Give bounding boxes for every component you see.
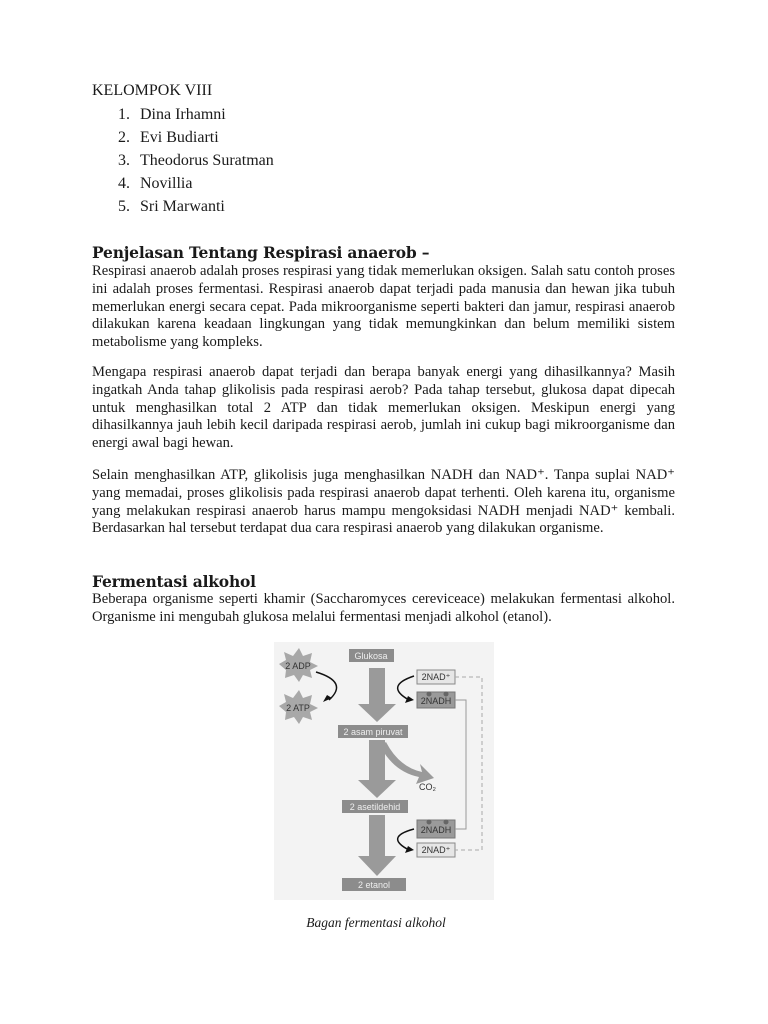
svg-text:Glukosa: Glukosa <box>354 651 388 661</box>
member-name: Theodorus Suratman <box>140 152 274 169</box>
glukosa-box <box>349 649 394 662</box>
nadh-top-box <box>417 692 455 709</box>
asetildehid-box <box>342 800 408 813</box>
list-item <box>118 151 274 174</box>
member-list <box>118 105 274 220</box>
member-name: Evi Budiarti <box>140 129 219 146</box>
svg-text:2NADH: 2NADH <box>420 825 452 835</box>
svg-text:2 etanol: 2 etanol <box>357 880 391 890</box>
paragraph: Beberapa organisme seperti khamir (Saccharomyces cereviceace) melakukan fermentasi alkohol. Organisme ini mengubah glukosa melalui fermentasi menjadi alkohol (etanol). <box>92 591 675 625</box>
svg-text:2 ADP: 2 ADP <box>285 661 311 671</box>
list-number: 4. <box>118 175 130 192</box>
svg-text:2 ATP: 2 ATP <box>286 703 310 713</box>
nadh-bottom-box <box>417 820 455 839</box>
svg-text:2 asam piruvat: 2 asam piruvat <box>343 727 403 737</box>
section-heading-fermentasi: Fermentasi alkohol <box>92 572 256 591</box>
list-item <box>118 174 274 197</box>
svg-text:2NAD⁺: 2NAD⁺ <box>421 672 451 682</box>
svg-text:2NADH: 2NADH <box>420 696 452 706</box>
member-name: Novillia <box>140 175 193 192</box>
list-number: 2. <box>118 129 130 146</box>
list-item <box>118 197 274 220</box>
paragraph: Mengapa respirasi anaerob dapat terjadi dan berapa banyak energi yang dihasilkannya? Masih ingatkah Anda tahap glikolisis pada respirasi aerob? Pada tahap tersebut, glukosa dapat dipecah untuk menghasilkan total 2 ATP dan tidak memerlukan oksigen. Meskipun energi yang dihasilkannya jauh lebih kecil daripada respirasi aerob, jumlah ini cukup bagi mikroorganisme dan energi awal bagi hewan. <box>92 364 675 452</box>
list-number: 5. <box>118 198 130 215</box>
list-item <box>118 105 274 128</box>
etanol-box <box>342 878 406 891</box>
list-number: 1. <box>118 106 130 123</box>
piruvat-box <box>338 725 408 738</box>
nad-top-box <box>417 670 455 684</box>
paragraph: Selain menghasilkan ATP, glikolisis juga menghasilkan NADH dan NAD⁺. Tanpa suplai NAD⁺ yang memadai, proses glikolisis pada respirasi anaerob dapat terhenti. Oleh karena itu, organisme yang melakukan respirasi anaerob harus mampu mengoksidasi NADH menjadi NAD⁺ kembali. Berdasarkan hal tersebut terdapat dua cara respirasi anaerob yang dilakukan organisme. <box>92 467 675 537</box>
group-title: KELOMPOK VIII <box>92 82 213 99</box>
fermentation-diagram <box>274 642 494 900</box>
svg-text:2NAD⁺: 2NAD⁺ <box>421 845 451 855</box>
member-name: Sri Marwanti <box>140 198 225 215</box>
paragraph: Respirasi anaerob adalah proses respirasi yang tidak memerlukan oksigen. Salah satu contoh proses ini adalah proses fermentasi. Respirasi anaerob dapat terjadi pada manusia dan hewan jika tubuh memerlukan energi secara cepat. Pada mikroorganisme seperti bakteri dan jamur, respirasi anaerob dilakukan karena keadaan lingkungan yang tidak memungkinkan dan belum memiliki sistem metabolisme yang kompleks. <box>92 263 675 351</box>
co2-label: CO₂ <box>419 782 436 792</box>
member-name: Dina Irhamni <box>140 106 226 123</box>
figure-caption: Bagan fermentasi alkohol <box>306 915 446 930</box>
svg-text:2 asetildehid: 2 asetildehid <box>349 802 401 812</box>
nad-bottom-box <box>417 843 455 857</box>
section-heading-anaerob: Penjelasan Tentang Respirasi anaerob – <box>92 243 430 262</box>
list-item <box>118 128 274 151</box>
list-number: 3. <box>118 152 130 169</box>
